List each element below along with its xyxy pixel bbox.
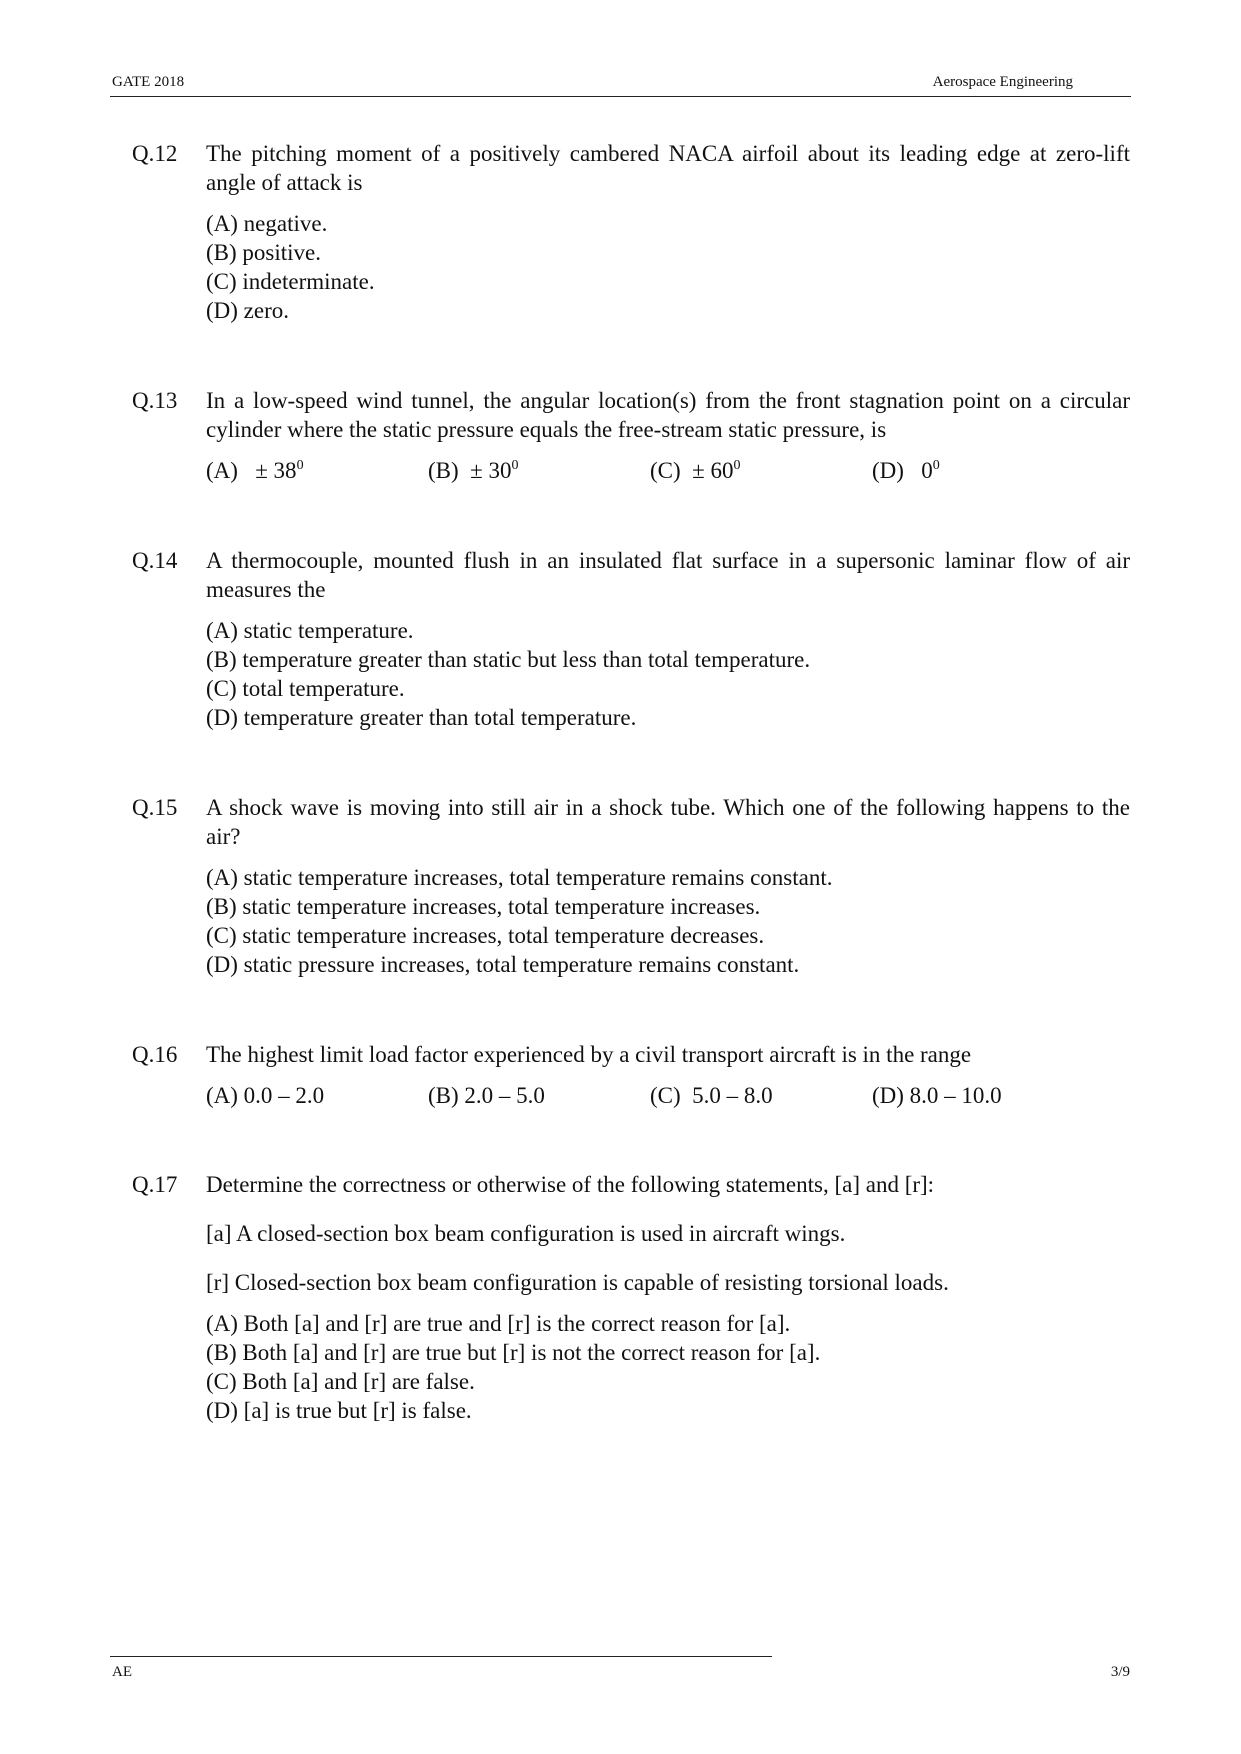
question-16	[132, 1040, 1130, 1110]
option-c	[650, 456, 872, 485]
question-text: In a low-speed wind tunnel, the angular location(s) from the front stagnation point on a circular cylinder where the static pressure equals the free-stream static pressure, is	[206, 388, 1130, 442]
question-text: The pitching moment of a positively cambered NACA airfoil about its leading edge at zero-lift angle of attack is	[206, 141, 1130, 195]
option-d: (D) [a] is true but [r] is false.	[206, 1398, 472, 1423]
degree-superscript: 0	[932, 458, 940, 473]
footer-page-number: 3/9	[1110, 1664, 1130, 1680]
option-a: (A) static temperature increases, total temperature remains constant.	[206, 865, 833, 890]
question-number: Q.14	[132, 548, 178, 573]
question-text: A thermocouple, mounted flush in an insulated flat surface in a supersonic laminar flow of air measures the	[206, 548, 1130, 602]
question-number: Q.13	[132, 388, 178, 413]
option-a: (A) 0.0 – 2.0	[206, 1083, 325, 1108]
option-value: ± 38	[255, 458, 297, 483]
question-text: A shock wave is moving into still air in a shock tube. Which one of the following happens to the air?	[206, 795, 1130, 849]
question-number: Q.15	[132, 795, 178, 820]
option-label: (A)	[206, 458, 238, 483]
footer-divider	[110, 1656, 772, 1657]
option-d: (D) static pressure increases, total temperature remains constant.	[206, 952, 800, 977]
options-row	[206, 456, 1130, 485]
option-c: (C) total temperature.	[206, 676, 405, 701]
question-number: Q.12	[132, 141, 178, 166]
question-15	[132, 793, 1130, 979]
option-b: (B) static temperature increases, total temperature increases.	[206, 894, 761, 919]
option-b: (B) positive.	[206, 240, 321, 265]
option-c: (C) static temperature increases, total temperature decreases.	[206, 923, 765, 948]
footer-paper-code: AE	[112, 1664, 132, 1680]
question-12	[132, 139, 1130, 325]
statement-r: [r] Closed-section box beam configuration is capable of resisting torsional loads.	[206, 1270, 949, 1295]
question-text: Determine the correctness or otherwise of the following statements, [a] and [r]:	[206, 1172, 935, 1197]
statement-a: [a] A closed-section box beam configuration is used in aircraft wings.	[206, 1221, 846, 1246]
header-divider	[110, 96, 1131, 97]
header-subject: Aerospace Engineering	[932, 74, 1073, 90]
option-b	[428, 456, 650, 485]
option-d: (D) zero.	[206, 298, 290, 323]
option-label: (C)	[650, 458, 681, 483]
question-number: Q.17	[132, 1172, 178, 1197]
option-d	[872, 456, 1094, 485]
question-13	[132, 386, 1130, 485]
option-c: (C) Both [a] and [r] are false.	[206, 1369, 475, 1394]
option-label: (D)	[872, 458, 904, 483]
options-list	[206, 863, 1130, 979]
option-c: (C) indeterminate.	[206, 269, 375, 294]
option-a: (A) Both [a] and [r] are true and [r] is the correct reason for [a].	[206, 1311, 791, 1336]
option-label: (B)	[428, 458, 459, 483]
option-d: (D) temperature greater than total temperature.	[206, 705, 637, 730]
options-list	[206, 1309, 1130, 1425]
options-row	[206, 1081, 1130, 1110]
header-exam-title: GATE 2018	[112, 74, 185, 90]
option-b: (B) 2.0 – 5.0	[428, 1083, 545, 1108]
degree-superscript: 0	[511, 458, 519, 473]
question-17	[132, 1170, 1130, 1425]
degree-superscript: 0	[733, 458, 741, 473]
option-a	[206, 456, 428, 485]
question-text: The highest limit load factor experienced by a civil transport aircraft is in the range	[206, 1042, 972, 1067]
option-value: ± 30	[470, 458, 512, 483]
option-value: 0	[921, 458, 933, 483]
options-list	[206, 209, 1130, 325]
option-a: (A) negative.	[206, 211, 328, 236]
degree-superscript: 0	[296, 458, 304, 473]
option-c: (C) 5.0 – 8.0	[650, 1083, 773, 1108]
question-number: Q.16	[132, 1042, 178, 1067]
option-b: (B) temperature greater than static but less than total temperature.	[206, 647, 811, 672]
option-b: (B) Both [a] and [r] are true but [r] is not the correct reason for [a].	[206, 1340, 821, 1365]
options-list	[206, 616, 1130, 732]
option-value: ± 60	[692, 458, 734, 483]
option-a: (A) static temperature.	[206, 618, 414, 643]
option-d: (D) 8.0 – 10.0	[872, 1083, 1002, 1108]
question-14	[132, 546, 1130, 732]
